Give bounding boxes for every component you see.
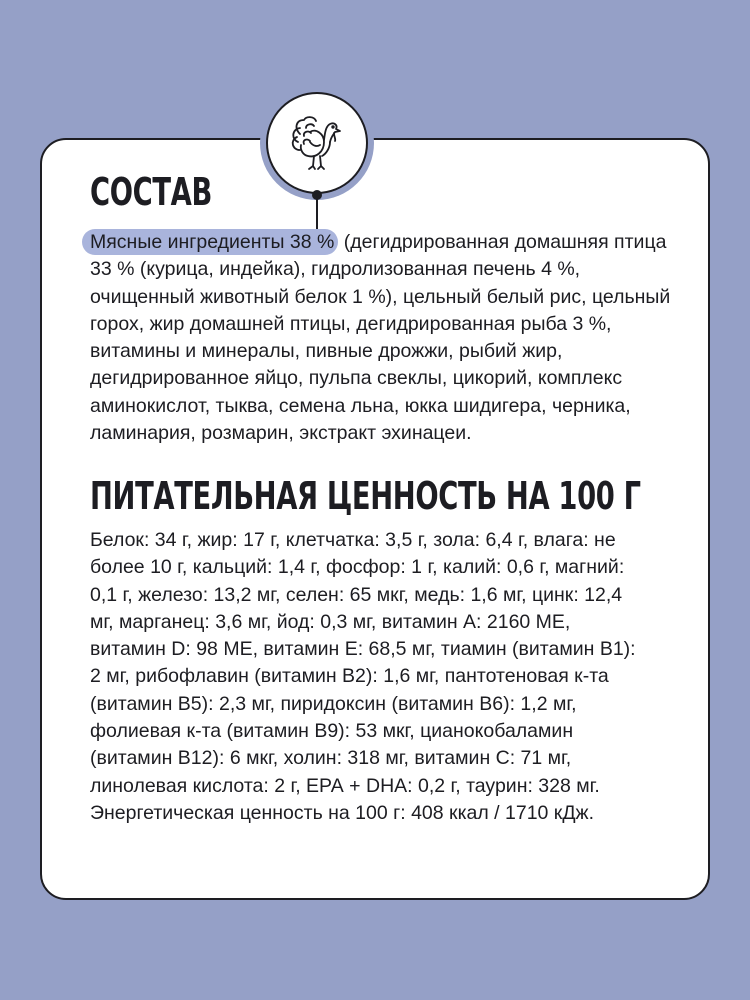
nutrition-values: Белок: 34 г, жир: 17 г, клетчатка: 3,5 г, зола: 6,4 г, влага: не более 10 г, кальций: 1,4 г, фосфор: 1 г, калий: 0,6 г, магний: 0,1 г, железо: 13,2 мг, селен: 65 мкг, медь: 1,6 мг, цинк: 12,4 мг, марганец: 3,6 мг, йод: 0,3 мг, витамин А: 2160 МЕ, витамин D: 98 МЕ, витамин Е: 68,5 мг, тиамин (витамин В1): 2 мг, рибофлавин (витамин В2): 1,6 мг, пантотеновая к-та (витамин В5): 2,3 мг, пиридоксин (витамин В6): 1,2 мг, фолиевая к-та (витамин В9): 53 мкг, цианокобаламин (витамин В12): 6 мкг, холин: 318 мг, витамин С: 71 мг, линолевая кислота: 2 г, ЕРА + DHA: 0,2 г, таурин: 328 мг.: [90, 529, 636, 797]
energy-value: Энергетическая ценность на 100 г: 408 ккал / 1710 кДж.: [90, 801, 595, 824]
composition-title: СОСТАВ: [90, 170, 212, 214]
nutrition-title: ПИТАТЕЛЬНАЯ ЦЕННОСТЬ НА 100 Г: [90, 474, 641, 518]
nutrition-text: [90, 527, 650, 827]
badge: [266, 92, 368, 194]
composition-ingredients: (дегидрированная домашняя птица 33 % (курица, индейка), гидролизованная печень 4 %, очищенный животный белок 1 %), цельный белый рис, цельный горох, жир домашней птицы, дегидрированная рыба 3 %, витамины и минералы, пивные дрожжи, рыбий жир, дегидрированное яйцо, пульпа свеклы, цикорий, комплекс аминокислот, тыква, семена льна, юкка шидигера, черника, ламинария, розмарин, экстракт эхинацеи.: [90, 231, 671, 445]
turkey-icon: [286, 112, 348, 174]
composition-text: [90, 229, 680, 447]
meat-ingredients-highlight: Мясные ингредиенты 38 %: [82, 229, 338, 255]
connector-dot: [312, 190, 322, 200]
